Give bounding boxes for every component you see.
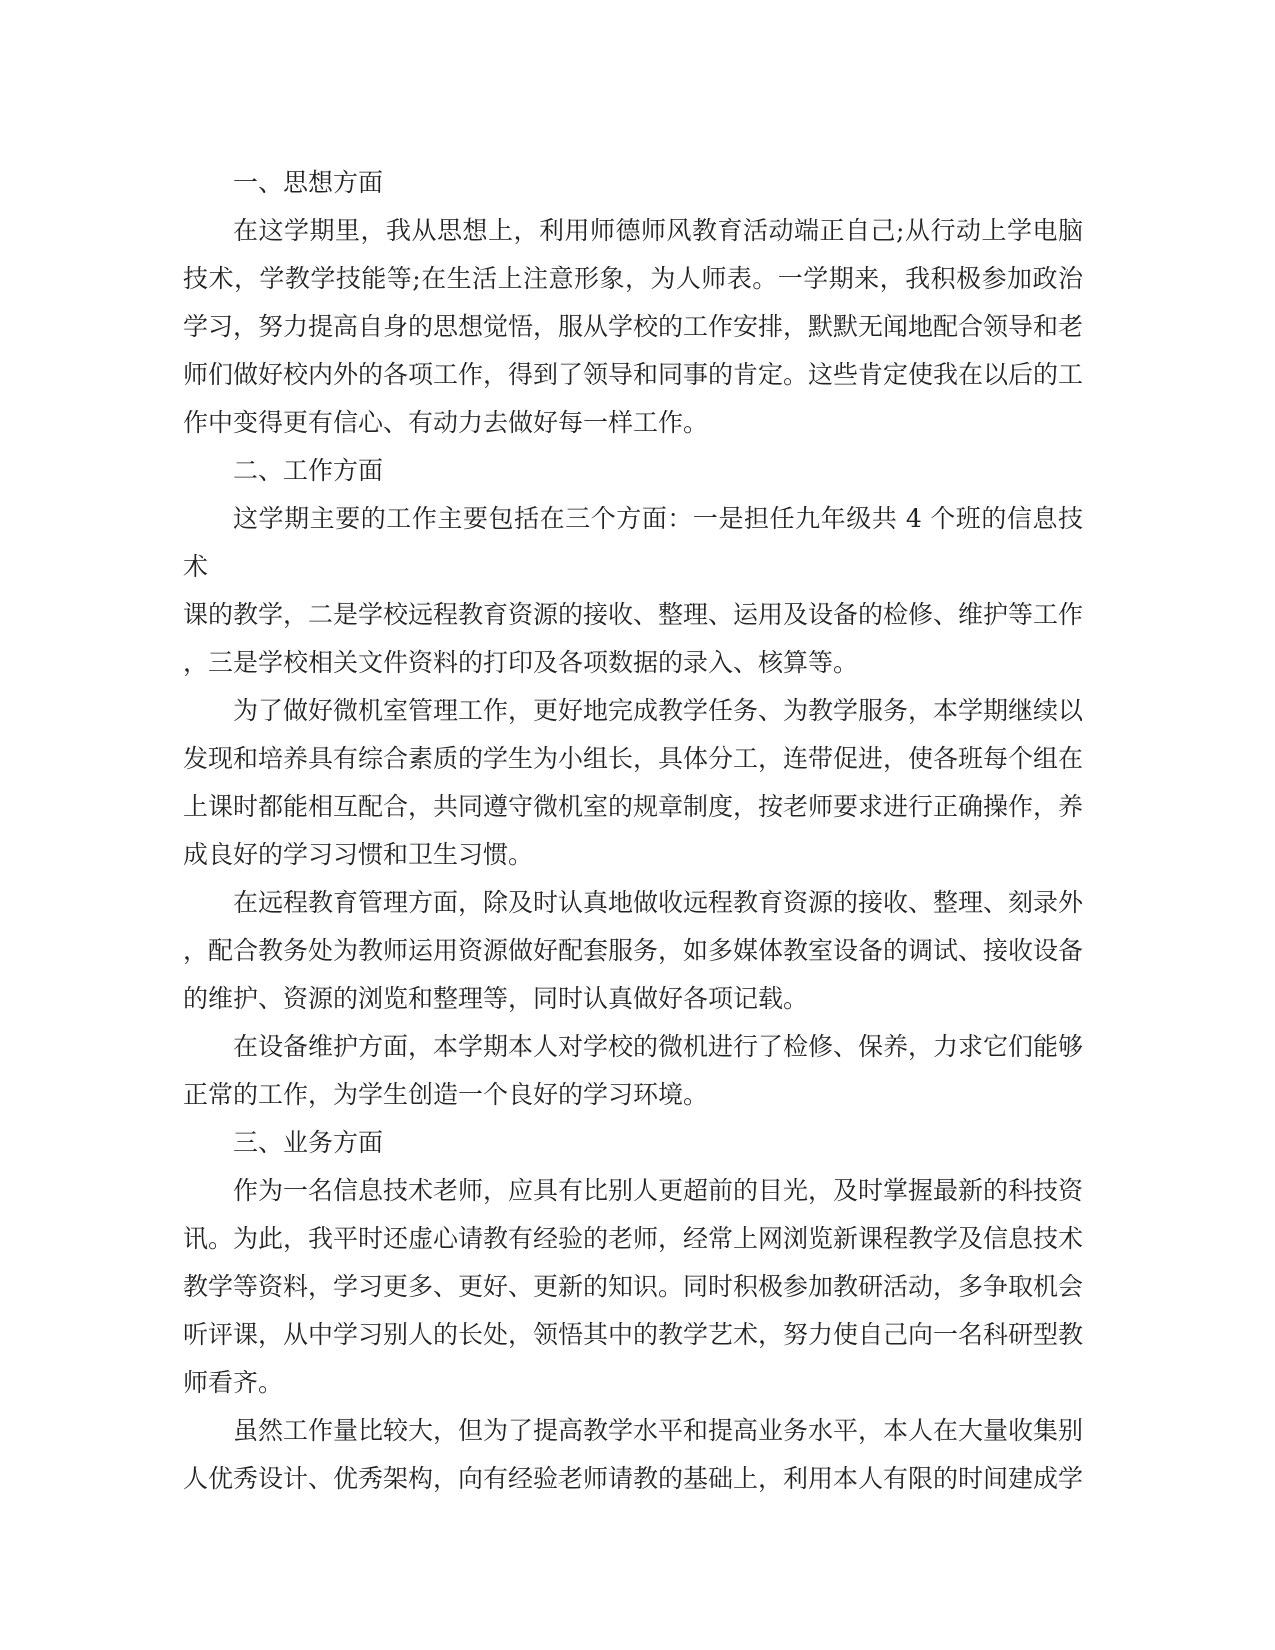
paragraph-line: 听评课，从中学习别人的长处，领悟其中的教学艺术，努力使自己向一名科研型教 — [183, 1320, 1084, 1349]
paragraph-line: 师们做好校内外的各项工作，得到了领导和同事的肯定。这些肯定使我在以后的工 — [183, 360, 1084, 389]
section-heading-3: 三、业务方面 — [233, 1128, 384, 1157]
paragraph-line: 在这学期里，我从思想上，利用师德师风教育活动端正自己;从行动上学电脑 — [233, 216, 1083, 245]
paragraph-line: 虽然工作量比较大，但为了提高教学水平和提高业务水平，本人在大量收集别 — [233, 1416, 1084, 1445]
paragraph-line: ，配合教务处为教师运用资源做好配套服务，如多媒体教室设备的调试、接收设备 — [183, 936, 1084, 965]
document-text-block — [183, 159, 1083, 1503]
paragraph-line: 发现和培养具有综合素质的学生为小组长，具体分工，连带促进，使各班每个组在 — [183, 744, 1084, 773]
paragraph-line: 课的教学，二是学校远程教育资源的接收、整理、运用及设备的检修、维护等工作 — [183, 600, 1084, 629]
paragraph-line: 上课时都能相互配合，共同遵守微机室的规章制度，按老师要求进行正确操作，养 — [183, 792, 1084, 821]
paragraph-line: 人优秀设计、优秀架构，向有经验老师请教的基础上，利用本人有限的时间建成学 — [183, 1464, 1084, 1493]
paragraph-line: 教学等资料，学习更多、更好、更新的知识。同时积极参加教研活动，多争取机会 — [183, 1272, 1084, 1301]
paragraph-line: 为了做好微机室管理工作，更好地完成教学任务、为教学服务，本学期继续以 — [233, 696, 1084, 725]
section-heading-1: 一、思想方面 — [233, 168, 384, 197]
paragraph-line: 讯。为此，我平时还虚心请教有经验的老师，经常上网浏览新课程教学及信息技术 — [183, 1224, 1084, 1253]
paragraph-line: 学习，努力提高自身的思想觉悟，服从学校的工作安排，默默无闻地配合领导和老 — [183, 312, 1084, 341]
paragraph-line: 正常的工作，为学生创造一个良好的学习环境。 — [183, 1080, 709, 1109]
paragraph-line: 师看齐。 — [183, 1368, 284, 1397]
paragraph-line: 的维护、资源的浏览和整理等，同时认真做好各项记载。 — [183, 984, 809, 1013]
paragraph-line: 成良好的学习习惯和卫生习惯。 — [183, 840, 534, 869]
paragraph-line: 这学期主要的工作主要包括在三个方面：一是担任九年级共 4 个班的信息技术 — [183, 504, 1083, 581]
paragraph-line: 作中变得更有信心、有动力去做好每一样工作。 — [183, 408, 709, 437]
paragraph-line: 作为一名信息技术老师，应具有比别人更超前的目光，及时掌握最新的科技资 — [233, 1176, 1084, 1205]
paragraph-line: 技术，学教学技能等;在生活上注意形象，为人师表。一学期来，我积极参加政治 — [183, 264, 1083, 293]
section-heading-2: 二、工作方面 — [233, 456, 384, 485]
paragraph-line: ，三是学校相关文件资料的打印及各项数据的录入、核算等。 — [183, 648, 859, 677]
paragraph-line: 在设备维护方面，本学期本人对学校的微机进行了检修、保养，力求它们能够 — [233, 1032, 1084, 1061]
paragraph-line: 在远程教育管理方面，除及时认真地做收远程教育资源的接收、整理、刻录外 — [233, 888, 1084, 917]
